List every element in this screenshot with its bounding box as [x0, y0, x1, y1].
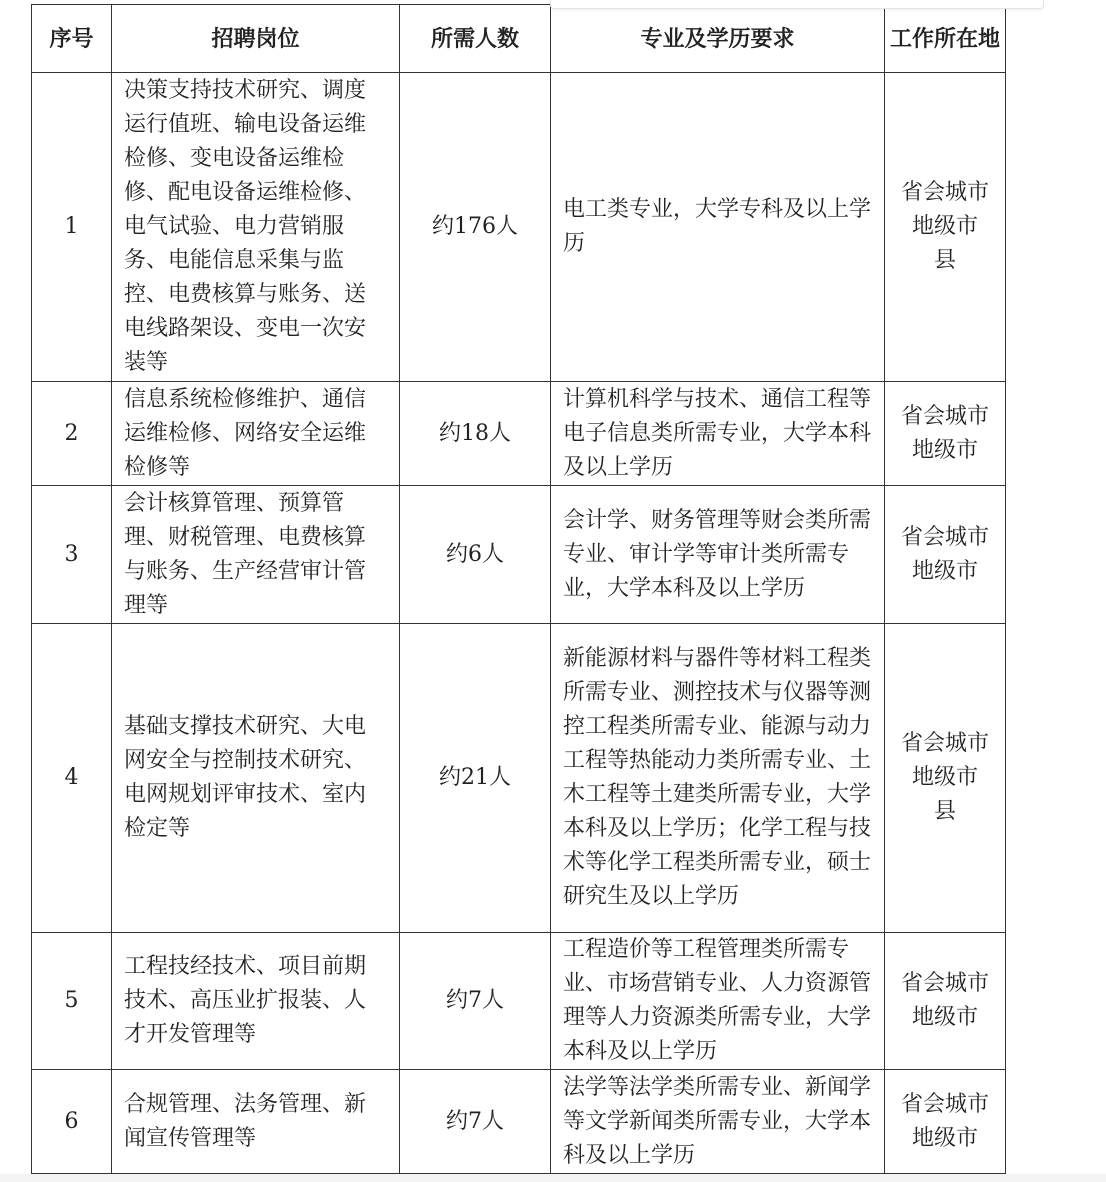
- cell-count: 约21人: [400, 624, 551, 933]
- table-row: [32, 382, 1006, 486]
- table-row: [32, 624, 1006, 933]
- cell-position: 会计核算管理、预算管理、财税管理、电费核算与账务、生产经营审计管理等: [112, 486, 400, 624]
- cell-requirement: 计算机科学与技术、通信工程等电子信息类所需专业，大学本科及以上学历: [551, 382, 885, 486]
- bottom-strip: [0, 1174, 1106, 1182]
- cell-location: 省会城市 地级市: [885, 1070, 1006, 1174]
- table-row: [32, 486, 1006, 624]
- cell-count: 约7人: [400, 933, 551, 1070]
- cell-index: 1: [32, 73, 112, 382]
- cell-index: 5: [32, 933, 112, 1070]
- cell-index: 3: [32, 486, 112, 624]
- cell-requirement: 新能源材料与器件等材料工程类所需专业、测控技术与仪器等测控工程类所需专业、能源与动力工程等热能动力类所需专业、土木工程等土建类所需专业，大学本科及以上学历；化学工程与技术等化学工程类所需专业，硕士研究生及以上学历: [551, 624, 885, 933]
- cell-requirement: 电工类专业，大学专科及以上学历: [551, 73, 885, 382]
- cell-count: 约18人: [400, 382, 551, 486]
- header-count: 所需人数: [400, 5, 551, 73]
- table-row: [32, 1070, 1006, 1174]
- cell-location: 省会城市 地级市: [885, 382, 1006, 486]
- recruitment-table: [31, 4, 1006, 1174]
- cell-location: 省会城市 地级市: [885, 486, 1006, 624]
- cell-location: 省会城市 地级市: [885, 933, 1006, 1070]
- cell-count: 约7人: [400, 1070, 551, 1174]
- header-location: 工作所在地: [885, 5, 1006, 73]
- table-row: [32, 933, 1006, 1070]
- cell-count: 约6人: [400, 486, 551, 624]
- top-panel-edge: [550, 0, 1044, 9]
- header-position: 招聘岗位: [112, 5, 400, 73]
- cell-location: 省会城市 地级市 县: [885, 624, 1006, 933]
- cell-requirement: 会计学、财务管理等财会类所需专业、审计学等审计类所需专业，大学本科及以上学历: [551, 486, 885, 624]
- cell-position: 基础支撑技术研究、大电网安全与控制技术研究、电网规划评审技术、室内检定等: [112, 624, 400, 933]
- table-header: [32, 5, 1006, 73]
- cell-requirement: 工程造价等工程管理类所需专业、市场营销专业、人力资源管理等人力资源类所需专业，大学本科及以上学历: [551, 933, 885, 1070]
- table-row: [32, 73, 1006, 382]
- cell-location: 省会城市 地级市 县: [885, 73, 1006, 382]
- header-row: [32, 5, 1006, 73]
- cell-requirement: 法学等法学类所需专业、新闻学等文学新闻类所需专业，大学本科及以上学历: [551, 1070, 885, 1174]
- cell-position: 工程技经技术、项目前期技术、高压业扩报装、人才开发管理等: [112, 933, 400, 1070]
- table-body: [32, 73, 1006, 1174]
- cell-position: 决策支持技术研究、调度运行值班、输电设备运维检修、变电设备运维检修、配电设备运维检修、电气试验、电力营销服务、电能信息采集与监控、电费核算与账务、送电线路架设、变电一次安装等: [112, 73, 400, 382]
- header-requirement: 专业及学历要求: [551, 5, 885, 73]
- header-index: 序号: [32, 5, 112, 73]
- cell-index: 2: [32, 382, 112, 486]
- cell-index: 6: [32, 1070, 112, 1174]
- cell-position: 信息系统检修维护、通信运维检修、网络安全运维检修等: [112, 382, 400, 486]
- cell-index: 4: [32, 624, 112, 933]
- cell-count: 约176人: [400, 73, 551, 382]
- cell-position: 合规管理、法务管理、新闻宣传管理等: [112, 1070, 400, 1174]
